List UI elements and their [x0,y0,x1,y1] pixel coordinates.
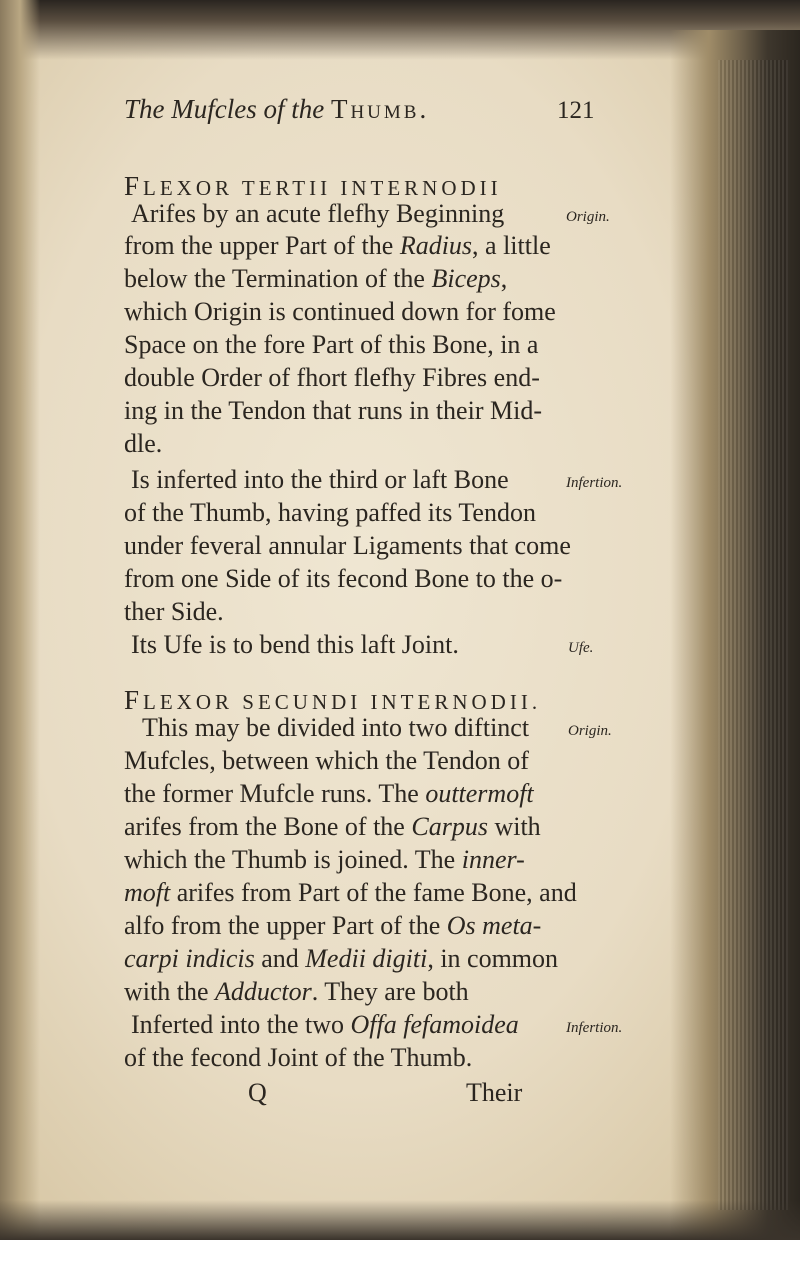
text-segment: Mufcles, between which the Tendon of [124,746,529,775]
text-line [131,630,459,660]
signature-mark: Q [248,1078,267,1107]
text-line [131,199,504,229]
text-segment: from one Side of its fecond Bone to the o- [124,564,563,593]
text-segment: the former Mufcle runs. The [124,779,426,808]
text-segment: under feveral annular Ligaments that come [124,531,571,560]
section-heading-flexor-secundi [124,685,541,716]
running-title [124,94,429,125]
italic-segment: inner- [461,845,525,874]
heading-rest: LEXOR TERTII INTERNODII [143,176,502,200]
text-line [124,564,562,594]
text-segment: Arifes by an acute flefhy Beginning [131,199,505,228]
text-line [131,1010,519,1040]
italic-segment: Carpus [411,812,488,841]
text-line [124,1043,472,1073]
text-segment: which Origin is continued down for fome [124,297,556,326]
text-line [124,297,556,327]
text-segment: Is inferted into the third or laft Bone [131,465,509,494]
text-line [124,878,577,908]
text-line [124,845,525,875]
heading-initial: F [124,685,144,715]
italic-segment: Radius [399,231,473,260]
text-segment: alfo from the upper Part of the [124,911,447,940]
text-segment: Space on the fore Part of this Bone, in a [124,330,539,359]
running-title-prefix: The Mufcles of the [124,94,325,124]
text-line [124,330,538,360]
text-segment: from the upper Part of the [124,231,400,260]
text-segment: arifes from the Bone of the [124,812,412,841]
text-line [124,429,162,459]
margin-note-use: Ufe. [568,640,594,656]
text-segment: which the Thumb is joined. The [124,845,462,874]
text-line [124,977,469,1007]
text-segment: of the fecond Joint of the Thumb. [124,1043,473,1072]
page-number: 121 [557,97,595,124]
italic-segment: Adductor [215,977,312,1006]
text-segment: arifes from Part of the fame Bone, and [170,878,577,907]
heading-initial: F [124,171,144,201]
italic-segment: carpi indicis [124,944,255,973]
text-line [124,779,534,809]
margin-note-origin: Origin. [568,723,612,739]
italic-segment: Biceps [431,264,501,293]
text-line [124,812,541,842]
text-segment: ing in the Tendon that runs in their Mid- [124,396,542,425]
text-segment: Inferted into the two [131,1010,351,1039]
text-segment: with [487,812,541,841]
running-title-caps: Thumb. [330,94,430,124]
text-line [124,531,571,561]
text-segment: of the Thumb, having paffed its Tendon [124,498,536,527]
text-segment: , a little [472,231,551,260]
text-segment: . They are both [311,977,469,1006]
text-line [124,264,507,294]
text-line [131,465,509,495]
margin-note-insertion: Infertion. [566,475,623,491]
italic-segment: Offa fefamoidea [350,1010,519,1039]
text-line [124,498,536,528]
margin-note-insertion: Infertion. [566,1020,623,1036]
text-segment: double Order of fhort flefhy Fibres end- [124,363,540,392]
text-line [124,746,529,776]
text-segment: This may be divided into two diftinct [142,713,530,742]
text-segment: , in common [427,944,559,973]
text-line [124,911,541,941]
text-line [142,713,529,743]
section-heading-flexor-tertii [124,171,502,202]
text-line [124,231,551,261]
text-segment: and [254,944,306,973]
text-segment: with the [124,977,215,1006]
text-line [124,396,542,426]
catchword: Their [466,1078,523,1107]
text-line [124,363,540,393]
text-segment: dle. [124,429,163,458]
italic-segment: moft [124,878,171,907]
text-segment: , [500,264,508,293]
text-segment: Its Ufe is to bend this laft Joint. [131,630,459,659]
margin-note-origin: Origin. [566,209,610,225]
italic-segment: outtermoft [425,779,534,808]
italic-segment: Medii digiti [305,944,428,973]
text-segment: below the Termination of the [124,264,432,293]
italic-segment: Os meta- [446,911,542,940]
text-line [124,944,558,974]
heading-rest: LEXOR SECUNDI INTERNODII. [143,690,542,714]
text-segment: ther Side. [124,597,224,626]
text-line [124,597,224,627]
